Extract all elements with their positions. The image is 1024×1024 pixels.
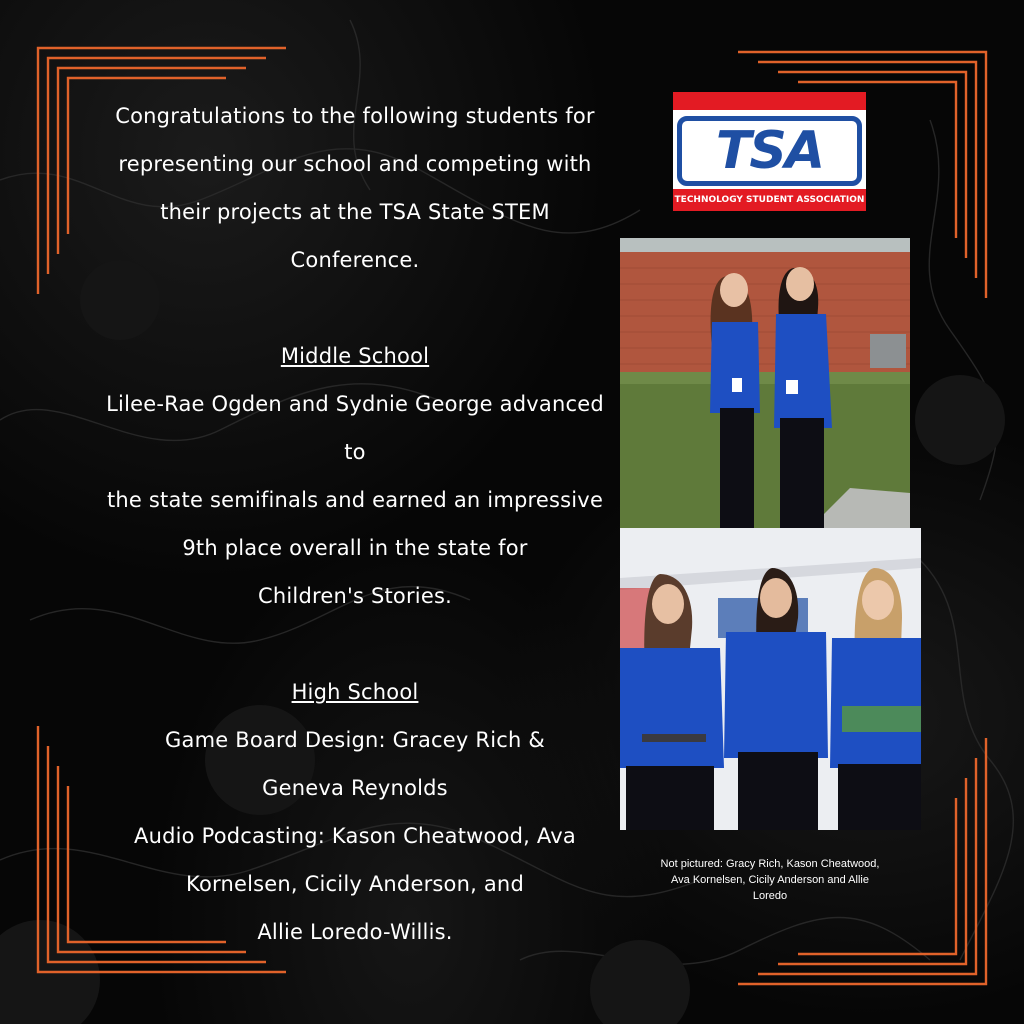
high-school-line-5: Allie Loredo-Willis.	[257, 920, 453, 944]
caption-line-3: Loredo	[752, 890, 788, 902]
high-school-heading: High School	[291, 680, 419, 704]
caption-line-1: Not pictured: Gracy Rich, Kason Cheatwood,	[660, 858, 880, 870]
middle-school-line-4: Children's Stories.	[258, 584, 452, 608]
photo-caption	[640, 856, 900, 904]
high-school-line-4: Kornelsen, Cicily Anderson, and	[186, 872, 524, 896]
middle-school-line-2: the state semifinals and earned an impressive	[106, 488, 604, 512]
high-school-line-2: Geneva Reynolds	[262, 776, 448, 800]
tsa-logo	[673, 92, 866, 211]
middle-school-students-photo	[620, 238, 910, 528]
logo-letters: TSA	[715, 121, 824, 181]
logo-red-band	[673, 92, 866, 110]
announcement-text	[95, 92, 615, 956]
high-school-line-1: Game Board Design: Gracey Rich &	[165, 728, 545, 752]
intro-line-3: their projects at the TSA State STEM	[160, 200, 550, 224]
caption-line-2: Ava Kornelsen, Cicily Anderson and Allie	[671, 874, 869, 886]
spacer	[95, 284, 615, 332]
high-school-line-3: Audio Podcasting: Kason Cheatwood, Ava	[134, 824, 576, 848]
middle-school-line-3: 9th place overall in the state for	[182, 536, 528, 560]
spacer	[95, 620, 615, 668]
middle-school-line-1: Lilee-Rae Ogden and Sydnie George advanced to	[106, 392, 604, 464]
high-school-students-photo	[620, 528, 921, 830]
middle-school-heading: Middle School	[280, 344, 430, 368]
intro-line-2: representing our school and competing with	[118, 152, 592, 176]
intro-line-4: Conference.	[290, 248, 420, 272]
intro-line-1: Congratulations to the following students for	[115, 104, 595, 128]
logo-letter-box	[677, 116, 862, 186]
logo-subtitle: TECHNOLOGY STUDENT ASSOCIATION	[673, 189, 866, 211]
